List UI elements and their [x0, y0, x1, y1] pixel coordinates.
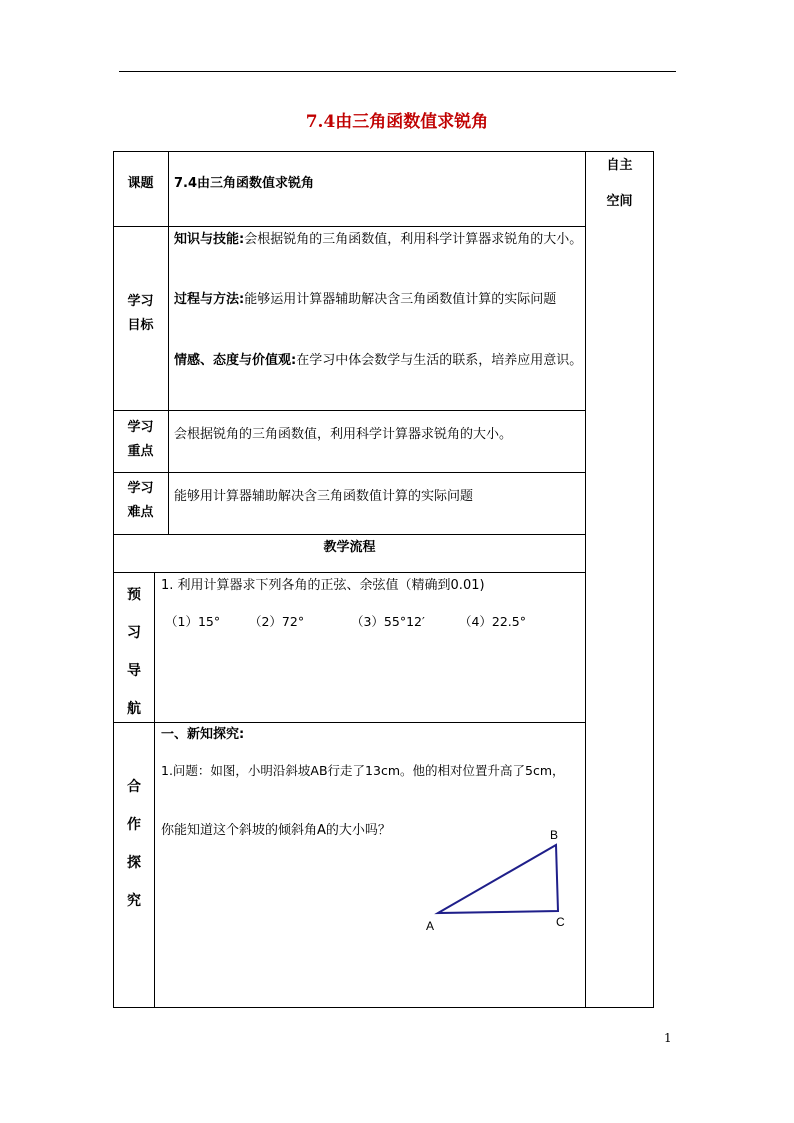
column-divider	[168, 151, 169, 535]
key-points-label	[113, 416, 168, 464]
key-points-text: 会根据锐角的三角函数值，利用科学计算器求锐角的大小。	[174, 427, 513, 442]
difficulties-label-line2: 难点	[127, 505, 154, 520]
preview-question: 1. 利用计算器求下列各角的正弦、余弦值（精确到0.01)	[161, 578, 485, 593]
table-border-bottom	[113, 1007, 654, 1008]
goals-label	[113, 290, 168, 338]
row-divider	[113, 410, 586, 411]
page-number: 1	[664, 1031, 672, 1045]
angle-item: （3）55°12′	[350, 614, 425, 629]
goal-attitude-body: 在学习中体会数学与生活的联系，培养应用意识。	[296, 353, 583, 368]
explore-label-char: 探	[127, 855, 141, 871]
table-border-right	[653, 151, 654, 1008]
goals-label-line2: 目标	[127, 318, 154, 333]
difficulties-text: 能够用计算器辅助解决含三角函数值计算的实际问题	[174, 489, 474, 504]
explore-question: 你能知道这个斜坡的倾斜角A的大小吗？	[161, 823, 391, 838]
goal-knowledge-body: 会根据锐角的三角函数值，利用科学计算器求锐角的大小。	[244, 232, 583, 247]
explore-problem: 1.问题：如图，小明沿斜坡AB行走了13cm。他的相对位置升高了5cm，	[161, 763, 565, 778]
header-rule	[119, 71, 676, 72]
difficulties-label-line1: 学习	[127, 481, 154, 496]
goal-process-head: 过程与方法:	[174, 292, 245, 307]
column-divider	[154, 572, 155, 1008]
document-title: 7.4由三角函数值求锐角	[305, 112, 489, 132]
goal-process-body: 能够运用计算器辅助解决含三角函数值计算的实际问题	[244, 292, 557, 307]
side-column-line2: 空间	[606, 194, 633, 209]
preview-label-char: 习	[127, 625, 141, 641]
slope-triangle-figure	[420, 824, 620, 934]
angle-item: （1）15°	[165, 614, 221, 629]
explore-label-char: 究	[127, 893, 141, 909]
goal-knowledge	[174, 227, 584, 253]
goals-label-line1: 学习	[127, 294, 154, 309]
explore-label-char: 作	[127, 817, 141, 833]
side-column-header	[586, 152, 653, 214]
key-points-label-line1: 学习	[127, 420, 154, 435]
goal-knowledge-head: 知识与技能:	[174, 232, 245, 247]
preview-label-char: 预	[127, 587, 141, 603]
explore-section-title: 一、新知探究:	[161, 727, 245, 742]
difficulties-label	[113, 477, 168, 525]
side-column-line1: 自主	[606, 158, 633, 173]
topic-value: 7.4由三角函数值求锐角	[174, 176, 315, 191]
preview-label-char: 航	[127, 701, 141, 717]
triangle-abc	[438, 845, 558, 913]
preview-label	[114, 576, 154, 728]
table-border-top	[113, 151, 654, 152]
process-header: 教学流程	[323, 540, 376, 555]
vertex-label-c: C	[556, 915, 565, 929]
vertex-label-a: A	[426, 919, 435, 933]
explore-label	[114, 768, 154, 920]
vertex-label-b: B	[550, 828, 559, 842]
preview-label-char: 导	[127, 663, 141, 679]
key-points-label-line2: 重点	[127, 444, 154, 459]
topic-label: 课题	[127, 176, 154, 191]
preview-angles	[165, 609, 526, 635]
goal-attitude	[174, 348, 584, 374]
explore-label-char: 合	[127, 779, 141, 795]
angle-item: （2）72°	[248, 614, 305, 629]
row-divider	[113, 472, 586, 473]
goal-process	[174, 287, 584, 313]
angle-item: （4）22.5°	[458, 614, 526, 629]
goal-attitude-head: 情感、态度与价值观:	[174, 353, 297, 368]
